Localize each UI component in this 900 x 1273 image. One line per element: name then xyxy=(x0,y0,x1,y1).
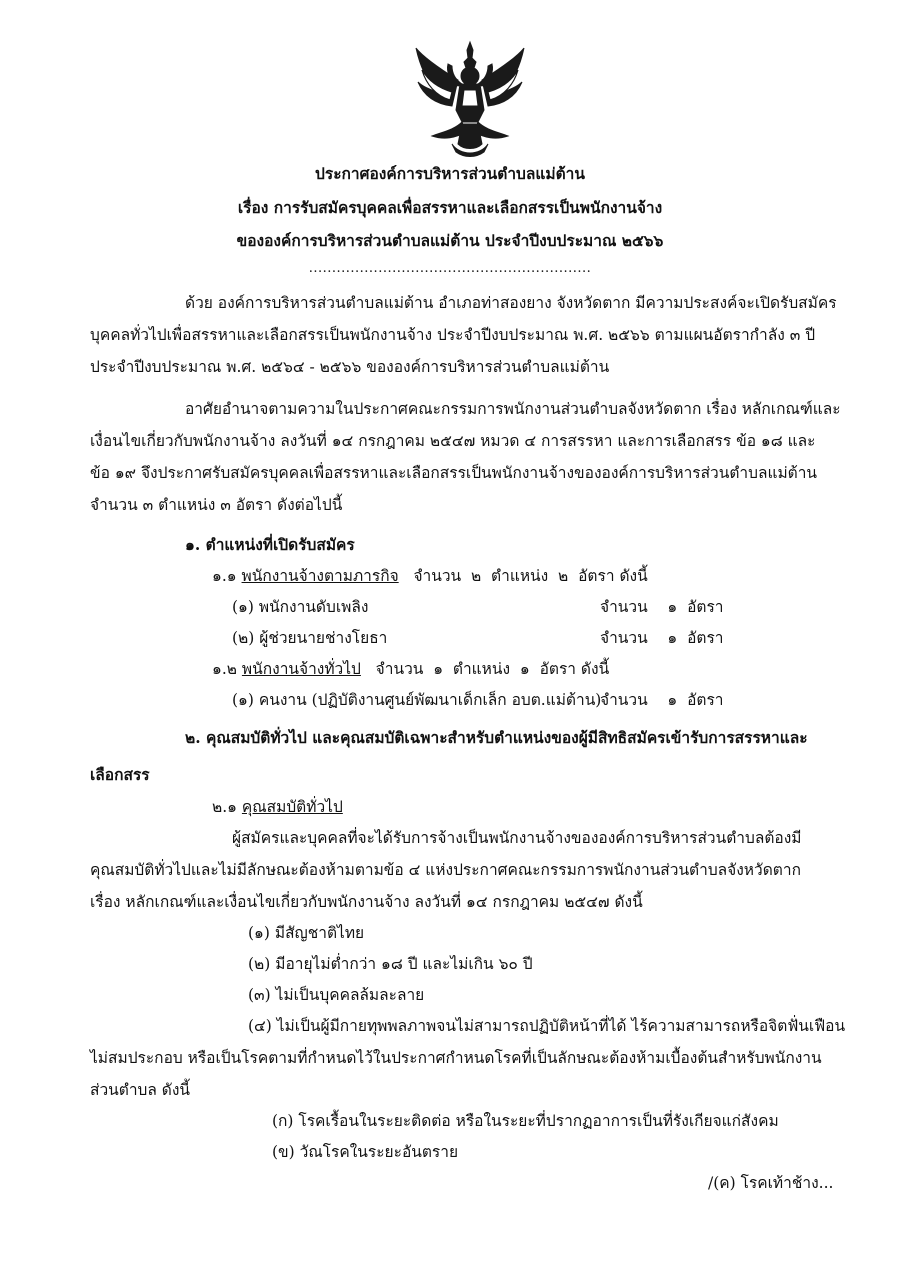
title-separator: ............................................................. xyxy=(308,261,592,276)
qualification-item-2: (๒) มีอายุไม่ต่ำกว่า ๑๘ ปี และไม่เกิน ๖๐ ปี xyxy=(248,955,533,973)
section-1-2-title: พนักงานจ้างทั่วไป xyxy=(241,660,361,678)
intro-paragraph-1-line-2: บุคคลทั่วไปเพื่อสรรหาและเลือกสรรเป็นพนักงานจ้าง ประจำปีงบประมาณ พ.ศ. ๒๕๖๖ ตามแผนอัตรากำลัง ๓ ปี xyxy=(90,326,816,344)
section-1-1-number: ๑.๑ xyxy=(212,567,242,585)
section-2-heading-line-2: เลือกสรร xyxy=(90,765,150,784)
intro-paragraph-2-line-4: จำนวน ๓ ตำแหน่ง ๓ อัตรา ดังต่อไปนี้ xyxy=(90,496,343,514)
intro-paragraph-2-line-1: อาศัยอำนาจตามความในประกาศคณะกรรมการพนักงานส่วนตำบลจังหวัดตาก เรื่อง หลักเกณฑ์และ xyxy=(185,400,841,418)
section-1-1-line xyxy=(212,565,648,587)
disease-item-b: (ข) วัณโรคในระยะอันตราย xyxy=(272,1143,459,1161)
disease-item-a: (ก) โรคเรื้อนในระยะติดต่อ หรือในระยะที่ปรากฏอาการเป็นที่รังเกียจแก่สังคม xyxy=(272,1112,779,1130)
qualification-paragraph-line-1: ผู้สมัครและบุคคลที่จะได้รับการจ้างเป็นพนักงานจ้างขององค์การบริหารส่วนตำบลต้องมี xyxy=(232,829,802,847)
section-1-1-title: พนักงานจ้างตามภารกิจ xyxy=(241,567,399,585)
section-1-2-detail: จำนวน ๑ ตำแหน่ง ๑ อัตรา ดังนี้ xyxy=(360,660,610,678)
announcement-title: ประกาศองค์การบริหารส่วนตำบลแม่ต้าน xyxy=(315,164,585,183)
position-item-label: (๒) ผู้ช่วยนายช่างโยธา xyxy=(232,629,388,647)
position-item-label: (๑) คนงาน (ปฏิบัติงานศูนย์พัฒนาเด็กเล็ก อบต.แม่ต้าน) xyxy=(232,691,602,709)
qualification-paragraph-line-2: คุณสมบัติทั่วไปและไม่มีลักษณะต้องห้ามตามข้อ ๔ แห่งประกาศคณะกรรมการพนักงานส่วนตำบลจังหวัดตาก xyxy=(90,861,801,879)
section-2-1-title: คุณสมบัติทั่วไป xyxy=(241,798,343,816)
section-2-1-number: ๒.๑ xyxy=(212,798,242,816)
position-item-count: จำนวน ๑ อัตรา xyxy=(600,629,724,647)
qualification-item-4-line-2: ไม่สมประกอบ หรือเป็นโรคตามที่กำหนดไว้ในประกาศกำหนดโรคที่เป็นลักษณะต้องห้ามเบื้องต้นสำหรับพนักงาน xyxy=(90,1049,822,1067)
qualification-item-3: (๓) ไม่เป็นบุคคลล้มละลาย xyxy=(248,986,425,1004)
qualification-item-4-line-3: ส่วนตำบล ดังนี้ xyxy=(90,1081,191,1099)
section-1-1-detail: จำนวน ๒ ตำแหน่ง ๒ อัตรา ดังนี้ xyxy=(398,567,648,585)
announcement-subject: เรื่อง การรับสมัครบุคคลเพื่อสรรหาและเลือกสรรเป็นพนักงานจ้าง xyxy=(237,198,663,217)
intro-paragraph-2-line-3: ข้อ ๑๙ จึงประกาศรับสมัครบุคคลเพื่อสรรหาและเลือกสรรเป็นพนักงานจ้างขององค์การบริหารส่วนตำบลแม่ต้าน xyxy=(90,464,818,482)
position-item-label: (๑) พนักงานดับเพลิง xyxy=(232,598,369,616)
qualification-item-4-line-1: (๔) ไม่เป็นผู้มีกายทุพพลภาพจนไม่สามารถปฏิบัติหน้าที่ได้ ไร้ความสามารถหรือจิตฟั่นเฟือน xyxy=(248,1017,846,1035)
section-2-1-line xyxy=(212,796,343,818)
garuda-emblem-icon xyxy=(412,40,528,158)
intro-paragraph-2-line-2: เงื่อนไขเกี่ยวกับพนักงานจ้าง ลงวันที่ ๑๔ กรกฎาคม ๒๕๔๗ หมวด ๔ การสรรหา และการเลือกสรร ข้อ ๑๘ และ xyxy=(90,432,816,450)
position-item-count: จำนวน ๑ อัตรา xyxy=(600,598,724,616)
intro-paragraph-1-line-3: ประจำปีงบประมาณ พ.ศ. ๒๕๖๔ - ๒๕๖๖ ขององค์การบริหารส่วนตำบลแม่ต้าน xyxy=(90,358,610,376)
qualification-item-1: (๑) มีสัญชาติไทย xyxy=(248,924,365,942)
section-1-heading: ๑. ตำแหน่งที่เปิดรับสมัคร xyxy=(185,535,355,554)
position-item-count: จำนวน ๑ อัตรา xyxy=(600,691,724,709)
intro-paragraph-1-line-1: ด้วย องค์การบริหารส่วนตำบลแม่ต้าน อำเภอท่าสองยาง จังหวัดตาก มีความประสงค์จะเปิดรับสมัคร xyxy=(185,294,837,312)
section-1-2-line xyxy=(212,658,609,680)
qualification-paragraph-line-3: เรื่อง หลักเกณฑ์และเงื่อนไขเกี่ยวกับพนักงานจ้าง ลงวันที่ ๑๔ กรกฎาคม ๒๕๔๗ ดังนี้ xyxy=(90,893,643,911)
section-1-2-number: ๑.๒ xyxy=(212,660,242,678)
section-2-heading-line-1: ๒. คุณสมบัติทั่วไป และคุณสมบัติเฉพาะสำหรับตำแหน่งของผู้มีสิทธิสมัครเข้ารับการสรรหาและ xyxy=(185,728,808,747)
page-continuation-note: /(ค) โรคเท้าช้าง... xyxy=(708,1174,834,1192)
announcement-subject-cont: ขององค์การบริหารส่วนตำบลแม่ต้าน ประจำปีงบประมาณ ๒๕๖๖ xyxy=(236,231,664,250)
